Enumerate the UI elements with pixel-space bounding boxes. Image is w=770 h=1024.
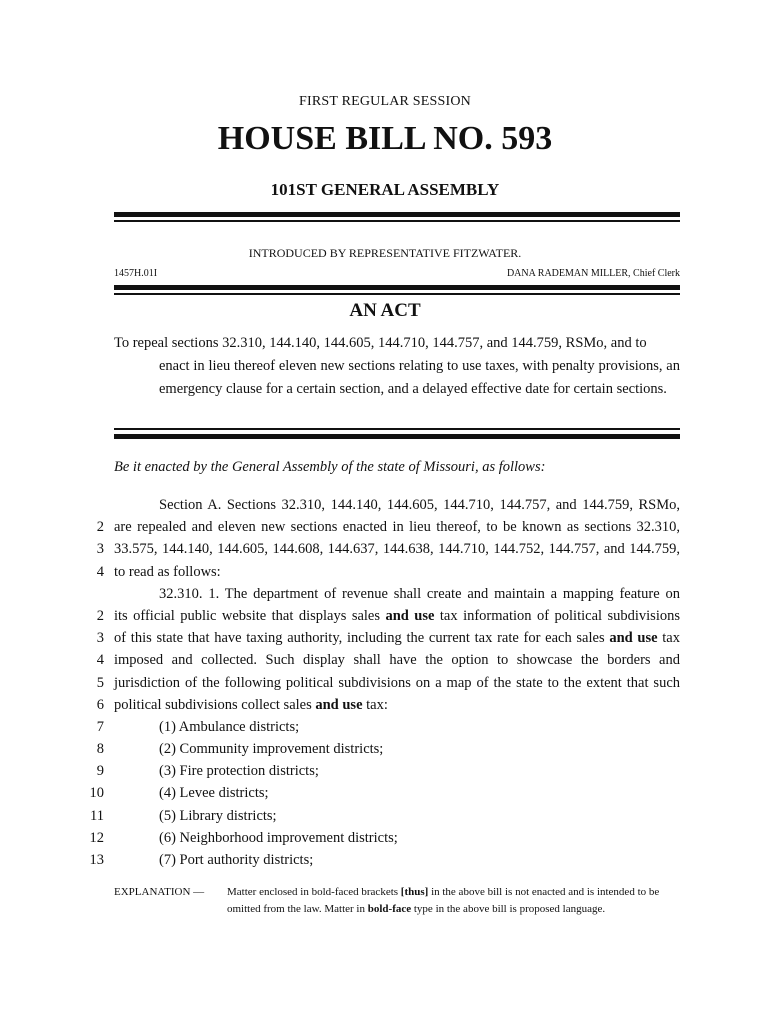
explanation-text-b: in the above bill is not enacted and is intended to be omitted from the law. Matter in — [227, 886, 660, 915]
explanation-label: EXPLANATION — — [114, 886, 205, 898]
bill-line — [70, 627, 680, 649]
line-segment: Section A. Sections 32.310, 144.140, 144.605, 144.710, 144.757, and 144.759, RSMo, — [159, 497, 680, 513]
line-text — [114, 561, 680, 583]
bill-line — [70, 782, 680, 804]
bill-line — [70, 672, 680, 694]
explanation-boldface-word: bold-face — [367, 903, 412, 915]
act-title-continuation: enact in lieu thereof eleven new sections relating to use taxes, with penalty provisions, an emergency clause for a certain section, and a delayed effective date for certain sections. — [159, 358, 680, 397]
act-heading: AN ACT — [349, 300, 421, 321]
line-text — [114, 516, 680, 538]
line-text — [114, 827, 680, 849]
line-segment: tax — [657, 630, 680, 647]
header-rule-thick — [114, 212, 680, 217]
sub-rule-thin — [114, 293, 680, 295]
explanation-text — [227, 884, 680, 918]
line-number: 3 — [96, 541, 104, 558]
bill-line — [70, 649, 680, 671]
bill-line — [70, 605, 680, 627]
lr-number: 1457H.01I — [114, 268, 158, 279]
line-number: 10 — [89, 785, 104, 802]
line-segment: (5) Library districts; — [159, 807, 277, 824]
line-segment: jurisdiction of the following political subdivisions on a map of the state to the extent that such — [114, 674, 680, 691]
session-label: FIRST REGULAR SESSION — [299, 94, 471, 109]
bill-line — [70, 538, 680, 560]
line-text — [114, 672, 680, 694]
act-title — [114, 332, 680, 401]
line-text — [114, 782, 680, 804]
line-text — [114, 738, 680, 760]
inserted-text: and use — [385, 607, 435, 624]
line-segment: to read as follows: — [114, 563, 221, 580]
explanation-bracket-example: [thus] — [400, 886, 429, 898]
line-number: 6 — [96, 696, 104, 713]
chief-clerk: DANA RADEMAN MILLER, Chief Clerk — [506, 268, 680, 279]
line-segment: (6) Neighborhood improvement districts; — [159, 829, 398, 846]
line-segment: of this state that have taxing authority, including the current tax rate for each sales — [114, 630, 610, 647]
line-text — [114, 605, 680, 627]
line-segment: tax information of political subdivisions — [434, 607, 680, 624]
line-number: 2 — [96, 519, 104, 536]
line-segment: (4) Levee districts; — [159, 785, 269, 802]
introduced-by: INTRODUCED BY REPRESENTATIVE FITZWATER. — [248, 246, 522, 260]
enacting-clause: Be it enacted by the General Assembly of the state of Missouri, as follows: — [114, 459, 546, 475]
line-number: 8 — [96, 741, 104, 758]
line-segment: 33.575, 144.140, 144.605, 144.608, 144.637, 144.638, 144.710, 144.752, 144.757, and 144.759, — [114, 541, 680, 558]
line-number — [70, 583, 104, 605]
bill-line — [70, 738, 680, 760]
line-number: 9 — [96, 763, 104, 780]
bill-line — [70, 827, 680, 849]
title-rule-thin — [114, 428, 680, 430]
line-text — [114, 716, 680, 738]
line-text — [114, 805, 680, 827]
line-number — [70, 494, 104, 516]
inserted-text: and use — [609, 630, 658, 647]
line-number: 2 — [96, 607, 104, 624]
line-text — [114, 494, 680, 516]
bill-line — [70, 561, 680, 583]
sub-rule-thick — [114, 285, 680, 290]
line-number: 3 — [96, 630, 104, 647]
line-number: 4 — [96, 652, 104, 669]
line-segment: (1) Ambulance districts; — [159, 718, 300, 735]
bill-line — [70, 494, 680, 516]
explanation-note — [114, 884, 680, 918]
title-rule-thick — [114, 434, 680, 439]
line-number: 4 — [96, 563, 104, 580]
bill-line — [70, 694, 680, 716]
line-segment: its official public website that displays sales — [114, 607, 386, 624]
bill-line — [70, 516, 680, 538]
bill-title: HOUSE BILL NO. 593 — [217, 120, 553, 157]
assembly-label: 101ST GENERAL ASSEMBLY — [270, 180, 500, 199]
line-number: 12 — [89, 829, 104, 846]
bill-line — [70, 583, 680, 605]
line-text — [114, 849, 680, 871]
line-segment: (3) Fire protection districts; — [159, 763, 319, 780]
line-segment: (7) Port authority districts; — [159, 852, 314, 868]
bill-line — [70, 716, 680, 738]
line-number: 7 — [96, 718, 104, 735]
line-segment: (2) Community improvement districts; — [159, 741, 384, 758]
line-number: 13 — [89, 852, 104, 868]
line-segment: 32.310. 1. The department of revenue shall create and maintain a mapping feature on — [159, 585, 680, 602]
line-segment: tax: — [362, 696, 388, 713]
line-number: 5 — [96, 674, 104, 691]
line-number: 11 — [90, 807, 104, 824]
line-segment: are repealed and eleven new sections enacted in lieu thereof, to be known as sections 32.310, — [114, 519, 680, 536]
line-text — [114, 538, 680, 560]
act-title-first-line: To repeal sections 32.310, 144.140, 144.605, 144.710, 144.757, and 144.759, RSMo, and to — [114, 335, 647, 351]
inserted-text: and use — [315, 696, 363, 713]
bill-line — [70, 760, 680, 782]
bill-line — [70, 805, 680, 827]
line-text — [114, 694, 680, 716]
line-segment: imposed and collected. Such display shall have the option to showcase the borders and — [114, 652, 680, 669]
bill-body — [70, 494, 680, 871]
header-rule-thin — [114, 220, 680, 222]
explanation-text-a: Matter enclosed in bold-faced brackets — [227, 886, 401, 898]
line-text — [114, 583, 680, 605]
line-text — [114, 627, 680, 649]
line-text — [114, 649, 680, 671]
explanation-text-c: type in the above bill is proposed language. — [411, 903, 606, 915]
line-text — [114, 760, 680, 782]
line-segment: political subdivisions collect sales — [114, 696, 316, 713]
bill-line — [70, 849, 680, 871]
